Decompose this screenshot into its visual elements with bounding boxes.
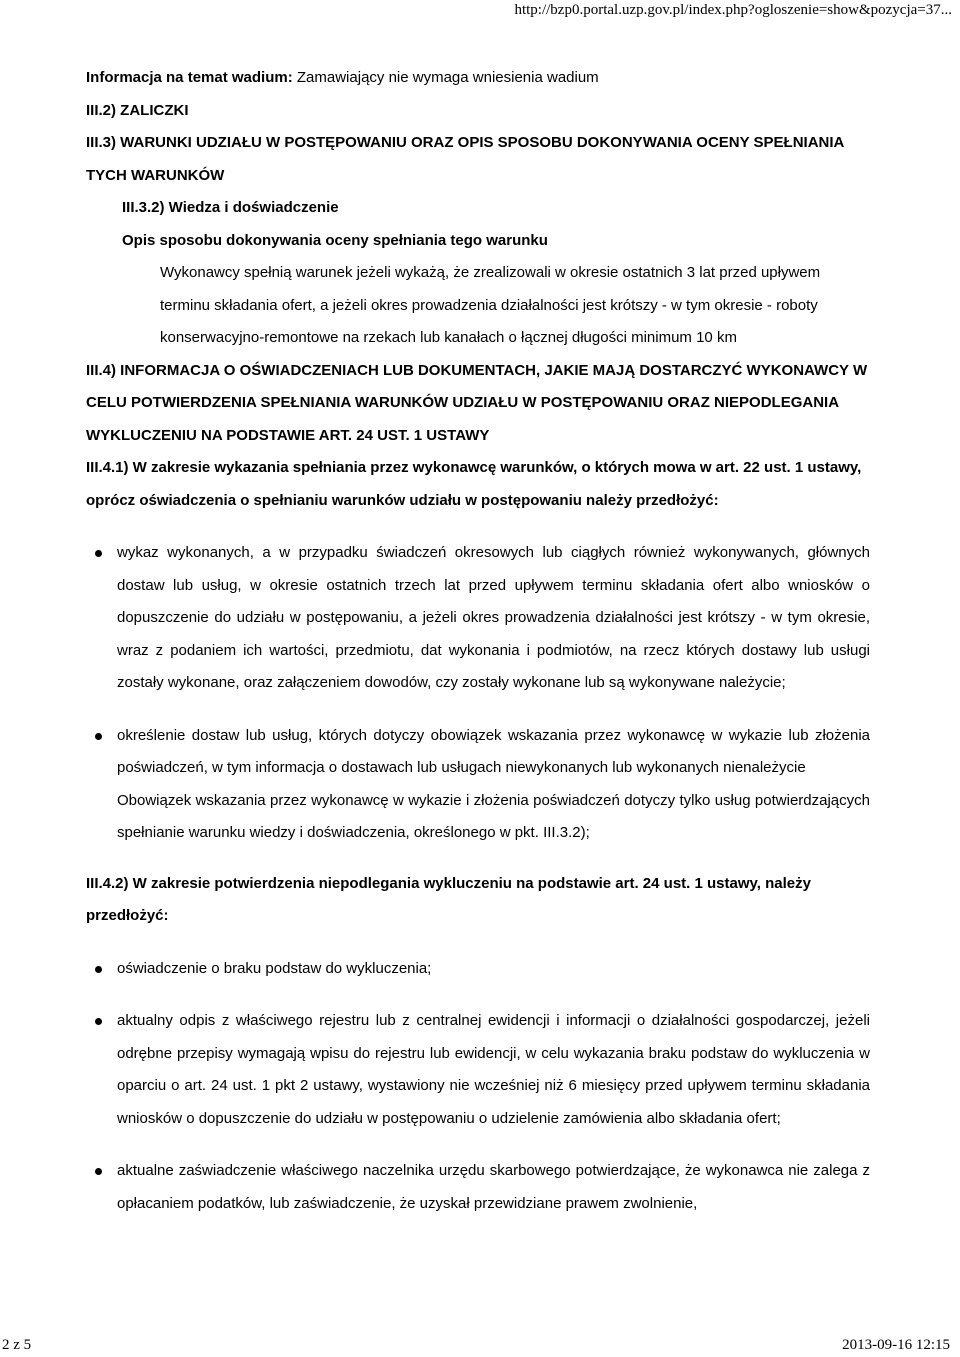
warunki-heading: III.3) WARUNKI UDZIAŁU W POSTĘPOWANIU ORAZ OPIS SPOSOBU DOKONYWANIA OCENY SPEŁNIANIA TYCH WARUNKÓW xyxy=(86,134,844,184)
opis-heading: Opis sposobu dokonywania oceny spełniania tego warunku xyxy=(122,231,548,249)
s342-list xyxy=(86,953,870,1221)
wadium-text: Zamawiający nie wymaga wniesienia wadium xyxy=(292,69,599,86)
page-number: 2 z 5 xyxy=(2,1337,32,1353)
s341-note: Obowiązek wskazania przez wykonawcę w wykazie i złożenia poświadczeń dotyczy tylko usług potwierdzających spełnianie warunku wiedzy i doświadczenia, określonego w pkt. III.3.2); xyxy=(117,791,870,841)
bullet-icon xyxy=(95,966,102,973)
list-item: aktualny odpis z właściwego rejestru lub z centralnej ewidencji i informacji o działalności gospodarczej, jeżeli odrębne przepisy wymagają wpisu do rejestru lub ewidencji, w celu wykazania braku podstaw do wykluczenia w oparciu o art. 24 ust. 1 pkt 2 ustawy, wystawiony nie wcześniej niż 6 miesięcy przed upływem terminu składania wniosków o dopuszczenie do udziału w postępowaniu o udzielenie zamówienia albo składania ofert; xyxy=(86,1005,870,1135)
wadium-label: Informacja na temat wadium: xyxy=(86,69,293,86)
page-url: http://bzp0.portal.uzp.gov.pl/index.php?ogloszenie=show&pozycja=37... xyxy=(514,2,952,18)
informacja-heading: III.4) INFORMACJA O OŚWIADCZENIACH LUB DOKUMENTACH, JAKIE MAJĄ DOSTARCZYĆ WYKONAWCY W CELU POTWIERDZENIA SPEŁNIANIA WARUNKÓW UDZIAŁU W POSTĘPOWANIU ORAZ NIEPODLEGANIA WYKLUCZENIU NA PODSTAWIE ART. 24 UST. 1 USTAWY xyxy=(86,361,868,444)
bullet-icon xyxy=(95,1018,102,1025)
s341-heading: III.4.1) W zakresie wykazania spełniania przez wykonawcę warunków, o których mowa w art. 22 ust. 1 ustawy, oprócz oświadczenia o spełnianiu warunków udziału w postępowaniu należy przedłożyć: xyxy=(86,459,862,509)
list-item: określenie dostaw lub usług, których dotyczy obowiązek wskazania przez wykonawcę w wykazie lub złożenia poświadczeń, w tym informacja o dostawach lub usługach niewykonanych lub wykonanych nienależycie xyxy=(86,720,870,785)
list-item: aktualne zaświadczenie właściwego naczelnika urzędu skarbowego potwierdzające, że wykonawca nie zalega z opłacaniem podatków, lub zaświadczenie, że uzyskał przewidziane prawem zwolnienie, xyxy=(86,1155,870,1220)
s342-heading: III.4.2) W zakresie potwierdzenia niepodlegania wykluczeniu na podstawie art. 24 ust. 1 ustawy, należy przedłożyć: xyxy=(86,874,811,924)
bullet-icon xyxy=(95,1168,102,1175)
bullet-icon xyxy=(95,550,102,557)
list-item: wykaz wykonanych, a w przypadku świadczeń okresowych lub ciągłych również wykonywanych, głównych dostaw lub usług, w okresie ostatnich trzech lat przed upływem terminu składania ofert albo wniosków o dopuszczenie do udziału w postępowaniu, a jeżeli okres prowadzenia działalności jest krótszy - w tym okresie, wraz z podaniem ich wartości, przedmiotu, dat wykonania i podmiotów, na rzecz których dostawy lub usługi zostały wykonane, oraz załączeniem dowodów, czy zostały wykonane lub są wykonywane należycie; xyxy=(86,537,870,700)
zaliczki-heading: III.2) ZALICZKI xyxy=(86,101,189,119)
print-datetime: 2013-09-16 12:15 xyxy=(842,1337,950,1353)
opis-text: Wykonawcy spełnią warunek jeżeli wykażą, że zrealizowali w okresie ostatnich 3 lat przed upływem terminu składania ofert, a jeżeli okres prowadzenia działalności jest krótszy - w tym okresie - roboty konserwacyjno-remontowe na rzekach lub kanałach o łącznej długości minimum 10 km xyxy=(160,264,821,346)
list-item: oświadczenie o braku podstaw do wykluczenia; xyxy=(86,953,870,986)
bullet-icon xyxy=(95,733,102,740)
wiedza-heading: III.3.2) Wiedza i doświadczenie xyxy=(122,199,339,216)
document-body xyxy=(86,62,870,1220)
s341-list xyxy=(86,537,870,785)
wadium-line xyxy=(86,62,870,95)
